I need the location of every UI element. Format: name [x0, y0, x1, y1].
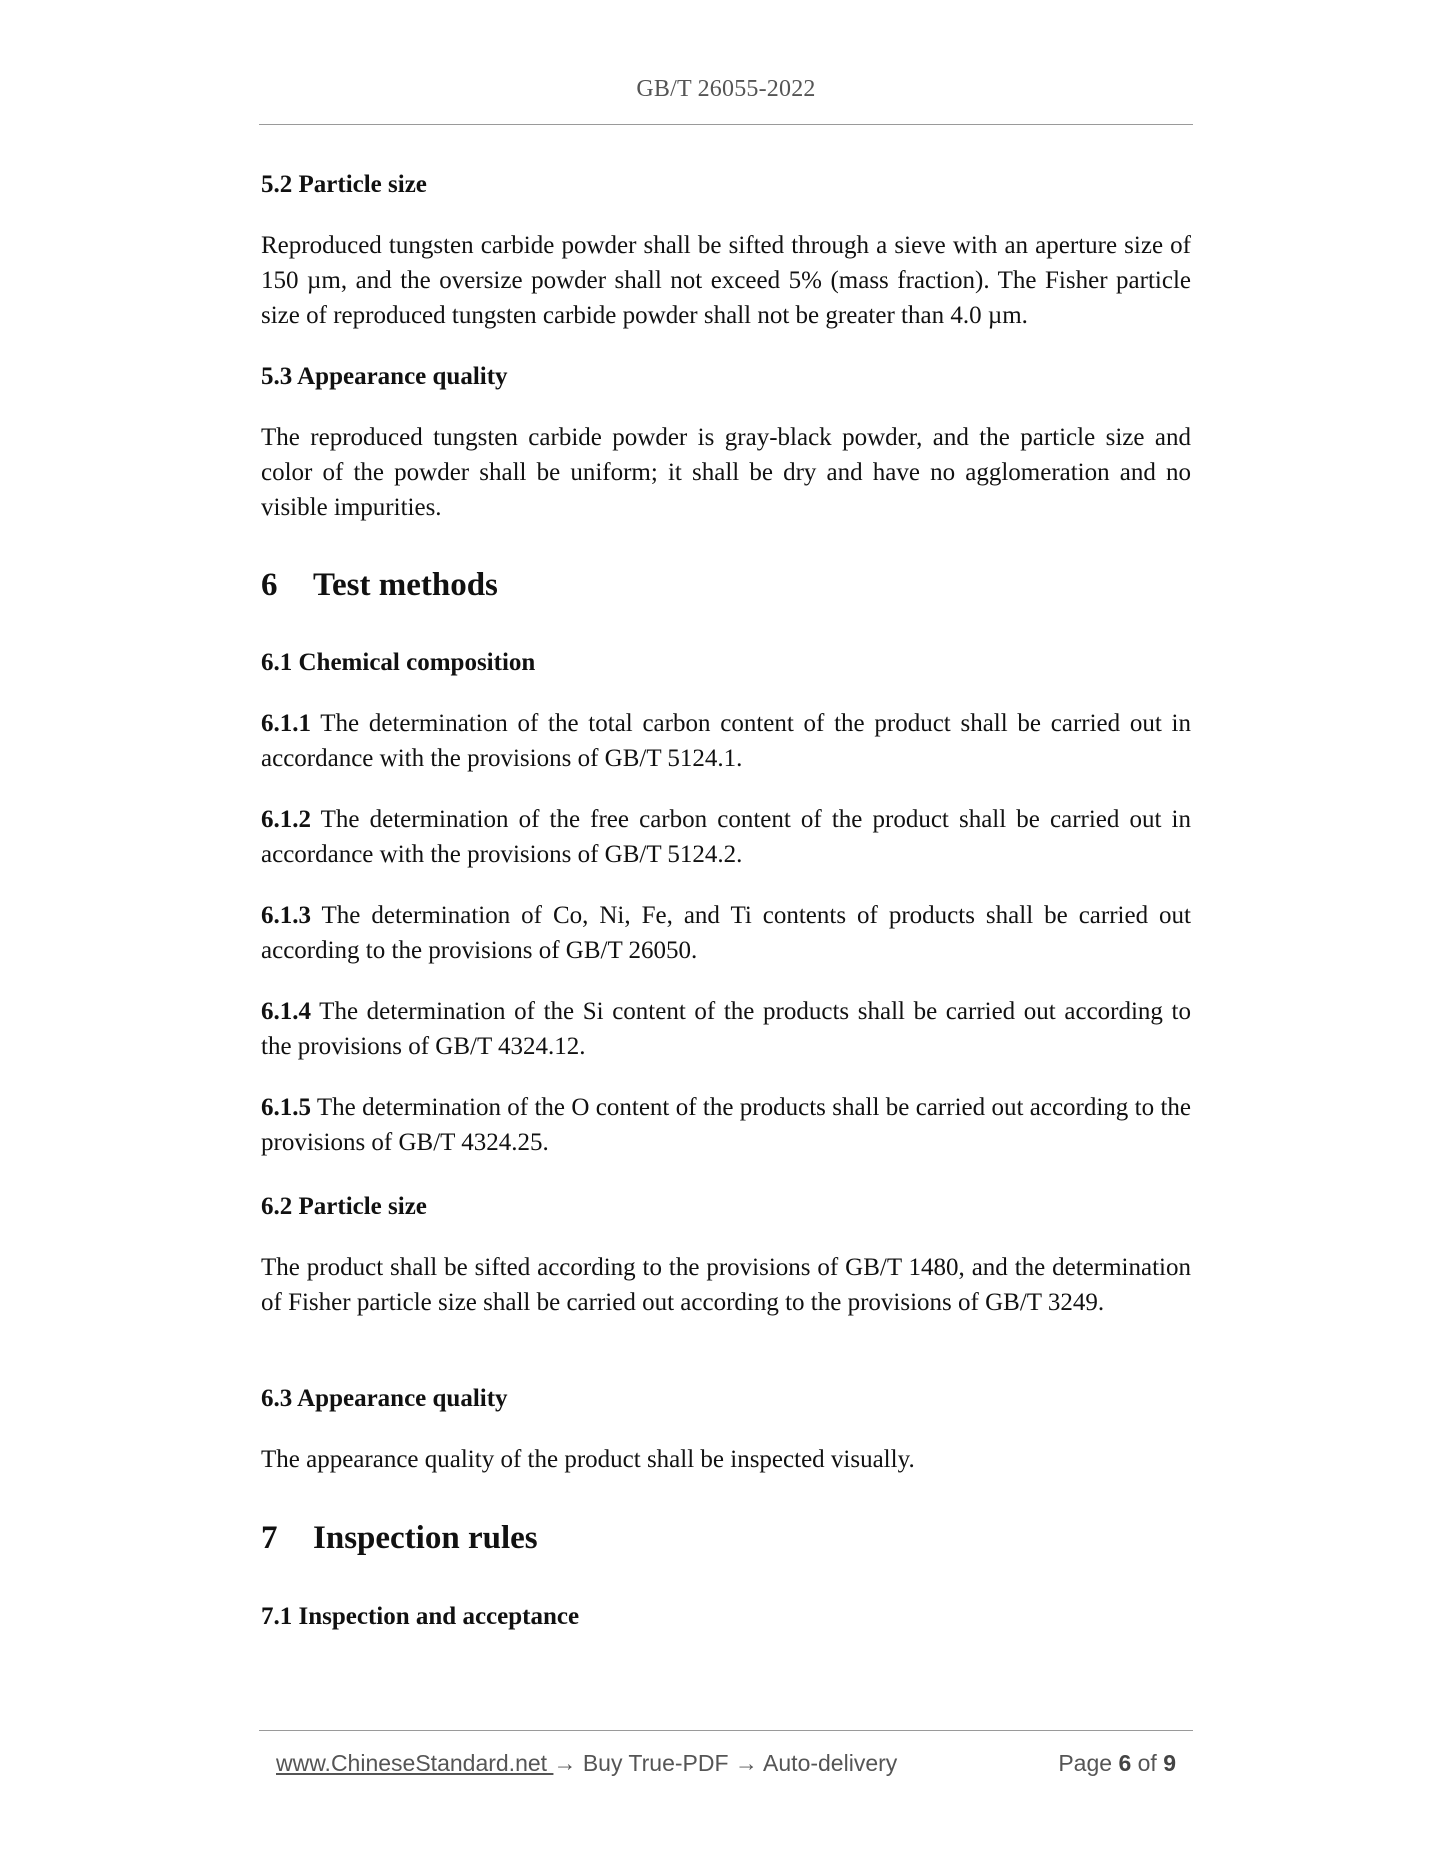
clause-text: The determination of the O content of the products shall be carried out according to the provisions of GB/T 4324.25. [261, 1094, 1191, 1156]
clause-number: 6.1.1 [261, 710, 311, 737]
footer-promo: Buy True-PDF → Auto-delivery [576, 1750, 898, 1776]
heading-6-1: 6.1 Chemical composition [261, 649, 536, 676]
page-of: of [1131, 1750, 1164, 1776]
page-footer [276, 1748, 1176, 1778]
paragraph-5-2: Reproduced tungsten carbide powder shall be sifted through a sieve with an aperture size of 150 µm, and the oversize powder shall not exceed 5% (mass fraction). The Fisher particle size of reproduced tungsten carbide powder shall not be greater than 4.0 µm. [261, 232, 1191, 329]
heading-7-1: 7.1 Inspection and acceptance [261, 1603, 580, 1630]
arrow-icon: → [553, 1750, 577, 1776]
section-title: Inspection rules [313, 1520, 538, 1556]
paragraph-6-3: The appearance quality of the product shall be inspected visually. [261, 1446, 915, 1473]
paragraph-5-3: The reproduced tungsten carbide powder is gray-black powder, and the particle size and color of the powder shall be uniform; it shall be dry and have no agglomeration and no visible impurities. [261, 424, 1191, 521]
section-heading-7 [261, 1518, 538, 1558]
page-indicator [1058, 1748, 1176, 1778]
running-header: GB/T 26055-2022 [636, 76, 816, 102]
paragraph-6-1-2 [261, 802, 1191, 872]
clause-text: The determination of the free carbon content of the product shall be carried out in accordance with the provisions of GB/T 5124.2. [261, 806, 1191, 868]
section-number: 7 [261, 1520, 278, 1556]
paragraph-6-1-3 [261, 898, 1191, 968]
paragraph-6-1-5 [261, 1090, 1191, 1160]
footer-divider [259, 1730, 1193, 1731]
paragraph-6-2: The product shall be sifted according to the provisions of GB/T 1480, and the determination of Fisher particle size shall be carried out according to the provisions of GB/T 3249. [261, 1254, 1191, 1316]
section-number: 6 [261, 567, 278, 603]
heading-5-3: 5.3 Appearance quality [261, 363, 508, 390]
clause-number: 6.1.2 [261, 806, 311, 833]
clause-text: The determination of the Si content of the products shall be carried out according to the provisions of GB/T 4324.12. [261, 998, 1191, 1060]
heading-5-2: 5.2 Particle size [261, 171, 427, 198]
section-heading-6 [261, 565, 498, 605]
page-current: 6 [1118, 1750, 1132, 1776]
clause-text: The determination of the total carbon content of the product shall be carried out in accordance with the provisions of GB/T 5124.1. [261, 710, 1191, 772]
section-title: Test methods [313, 567, 498, 603]
header-divider [259, 124, 1193, 125]
page-label: Page [1058, 1750, 1119, 1776]
page-total: 9 [1163, 1750, 1176, 1776]
clause-number: 6.1.3 [261, 902, 311, 929]
heading-6-3: 6.3 Appearance quality [261, 1385, 508, 1412]
heading-6-2: 6.2 Particle size [261, 1193, 427, 1220]
site-link[interactable]: www.ChineseStandard.net [276, 1750, 554, 1776]
clause-number: 6.1.4 [261, 998, 311, 1025]
clause-number: 6.1.5 [261, 1094, 311, 1121]
paragraph-6-1-4 [261, 994, 1191, 1064]
paragraph-6-1-1 [261, 706, 1191, 776]
clause-text: The determination of Co, Ni, Fe, and Ti contents of products shall be carried out according to the provisions of GB/T 26050. [261, 902, 1191, 964]
